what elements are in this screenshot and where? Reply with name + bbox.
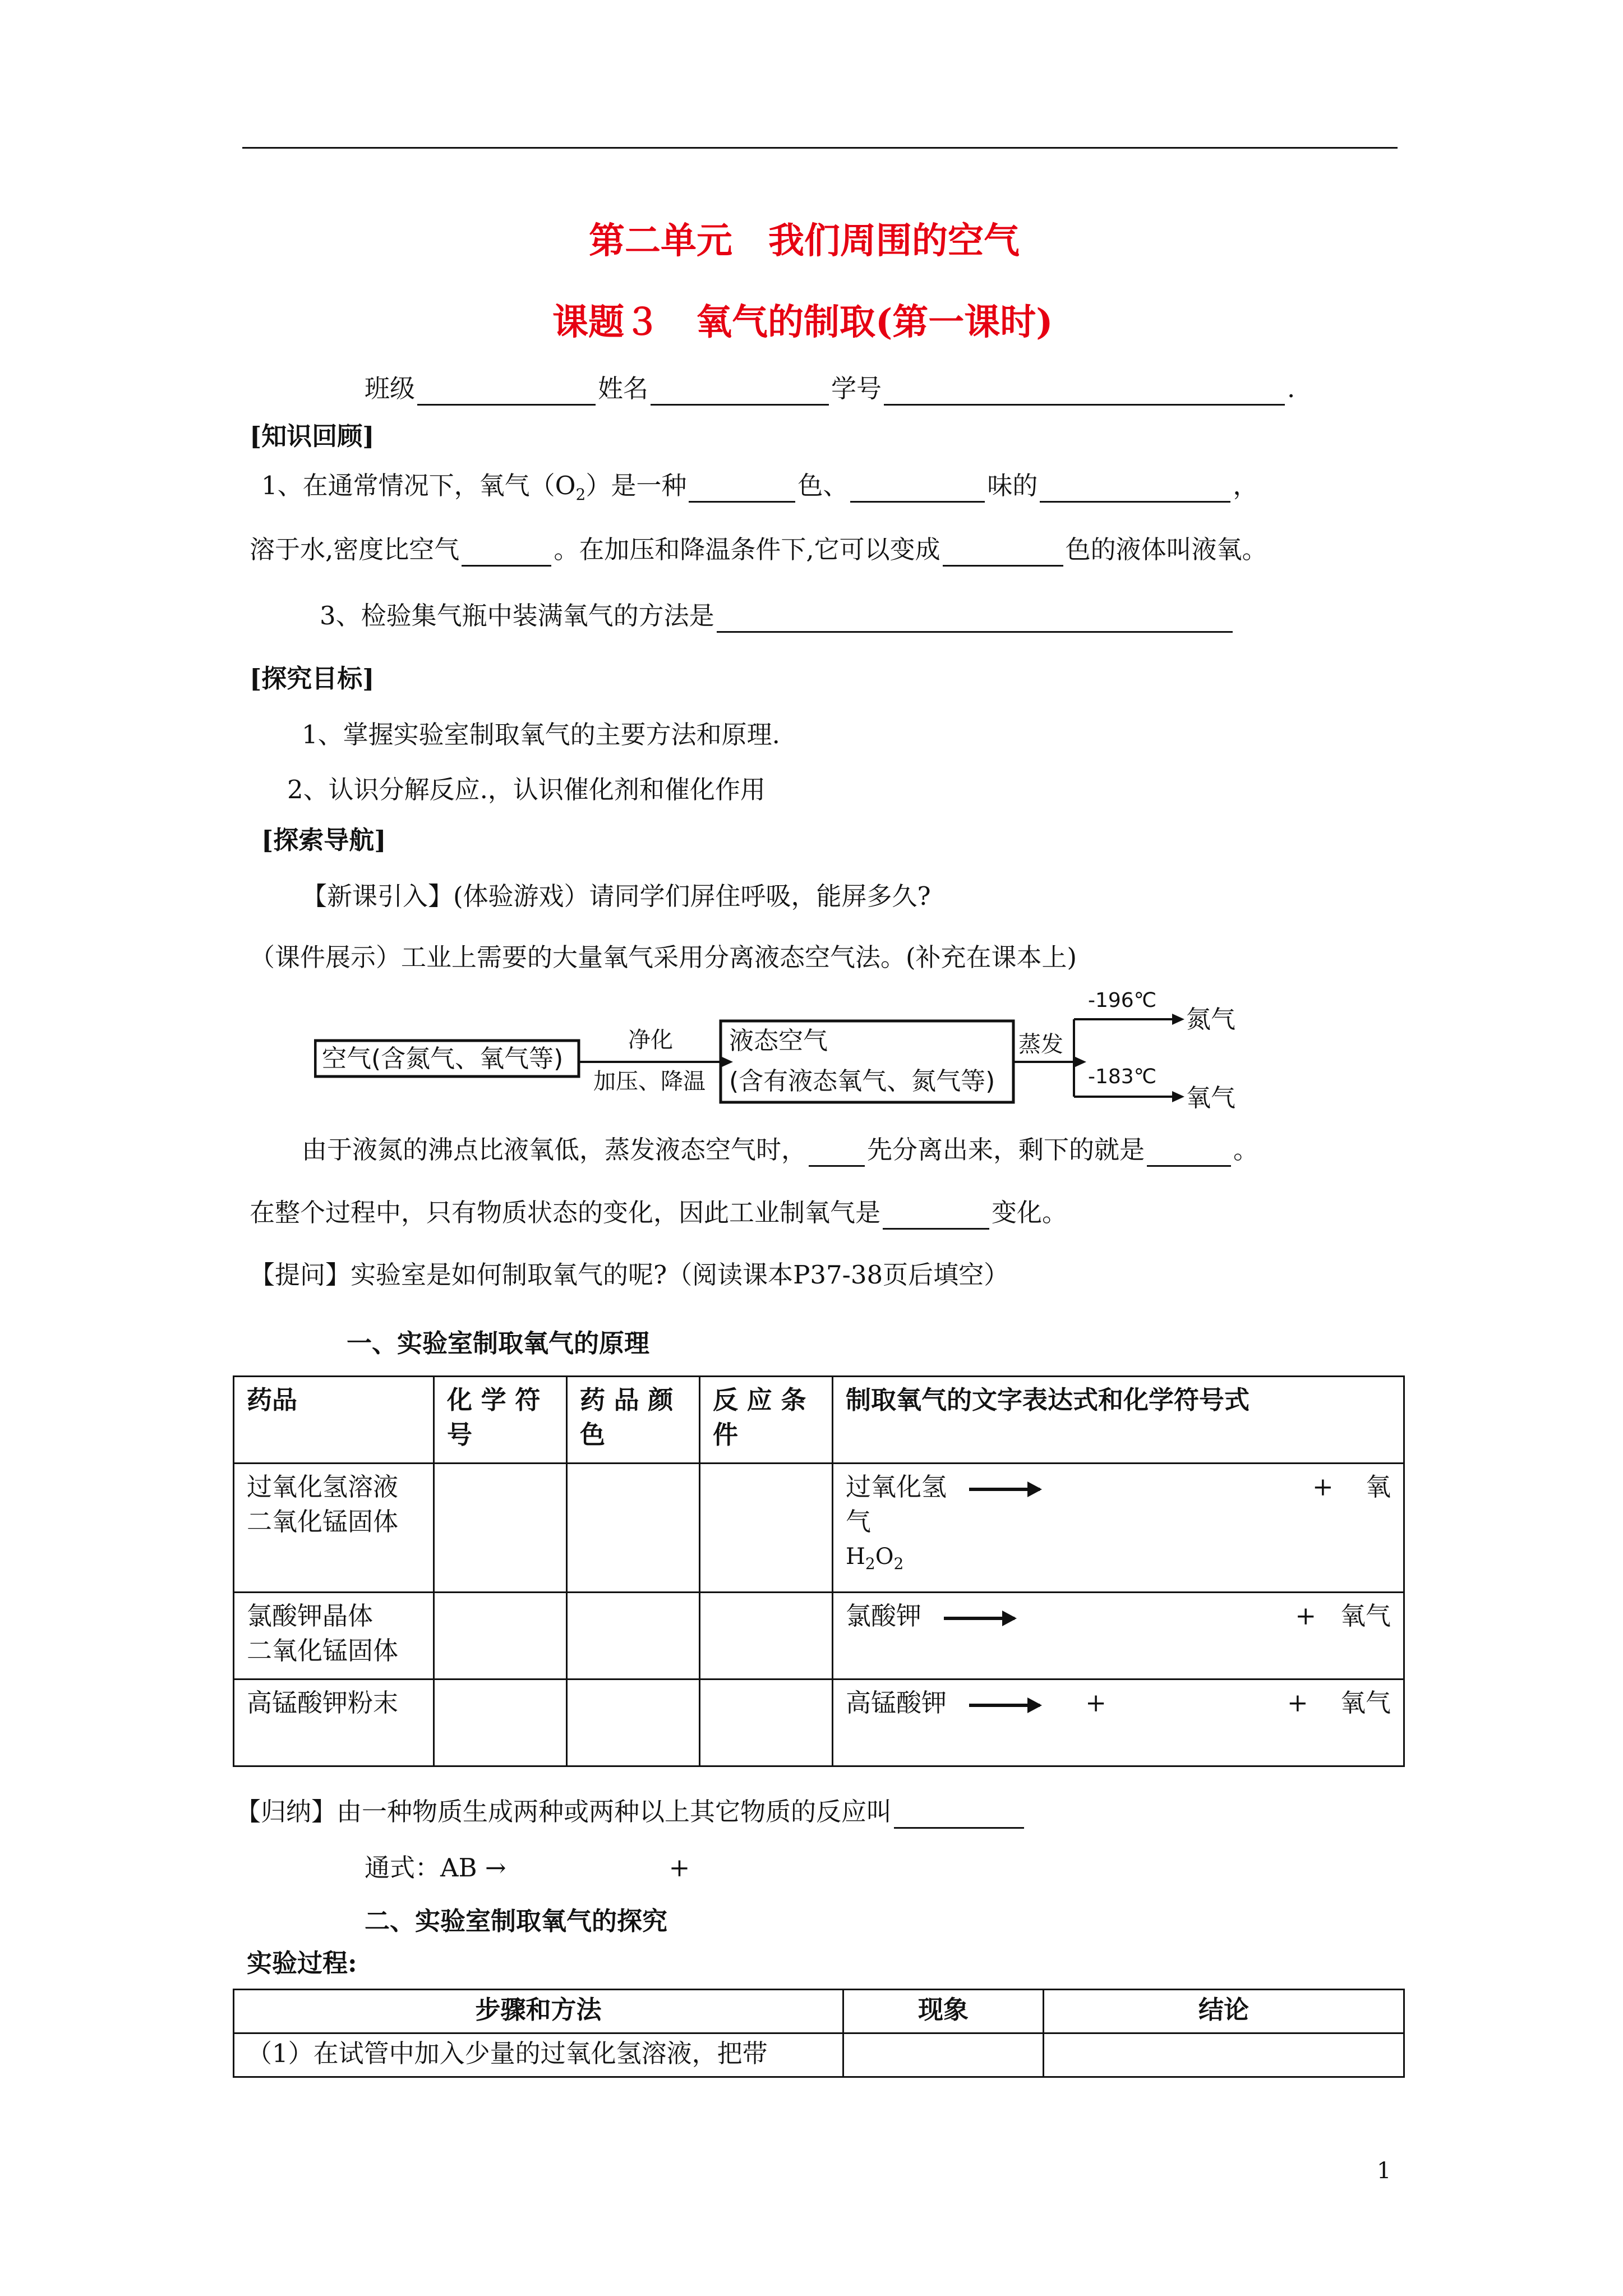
goal-item-1: 1、掌握实验室制取氧气的主要方法和原理. [302, 720, 780, 749]
symbol-cell[interactable] [434, 1464, 567, 1593]
table-row [234, 1593, 1404, 1680]
general-formula: 通式：AB → + [365, 1853, 690, 1883]
color-cell[interactable] [567, 1680, 700, 1766]
change-type-blank[interactable] [883, 1203, 989, 1230]
remaining-blank[interactable] [1147, 1140, 1231, 1167]
temp-196: -196℃ [1088, 989, 1157, 1012]
state-blank[interactable] [1040, 476, 1230, 503]
guide-question: 【提问】实验室是如何制取氧气的呢?（阅读课本P37-38页后填空） [250, 1260, 1009, 1290]
equation-cell[interactable]: 高锰酸钾 + + 氧气 [833, 1680, 1404, 1766]
section1-title: 一、实验室制取氧气的原理 [347, 1328, 650, 1358]
unit-title: 第二单元 我们周围的空气 [589, 220, 1020, 262]
lesson-title: 课题３ 氧气的制取(第一课时) [552, 301, 1053, 343]
header-rule [242, 147, 1398, 149]
density-blank[interactable] [462, 540, 551, 567]
col-conclusion: 结论 [1044, 1990, 1404, 2033]
guide-display: （课件展示）工业上需要的大量氧气采用分离液态空气法。(补充在课本上) [250, 942, 1077, 972]
arrow-icon [944, 1617, 1015, 1620]
col-reagent: 药品 [234, 1377, 434, 1464]
symbol-cell[interactable] [434, 1680, 567, 1766]
liquid-color-blank[interactable] [943, 540, 1063, 567]
purify-label: 净化 [628, 1027, 673, 1053]
evaporate-label: 蒸发 [1018, 1032, 1063, 1057]
liquid-air-line2: (含有液态氧气、氮气等) [729, 1067, 995, 1096]
reaction-type-blank[interactable] [894, 1802, 1024, 1829]
guide-heading: [探索导航] [261, 825, 386, 855]
experiment-table [233, 1989, 1405, 2078]
class-label: 班级 [365, 374, 416, 403]
guide-para1: 由于液氮的沸点比液氧低，蒸发液态空气时， 先分离出来，剩下的就是 。 [302, 1133, 1258, 1167]
page-number: 1 [1377, 2158, 1391, 2184]
reagent-cell: 过氧化氢溶液 二氧化锰固体 [234, 1464, 434, 1593]
principle-table [233, 1375, 1405, 1767]
name-label: 姓名 [598, 374, 649, 403]
symbol-cell[interactable] [434, 1593, 567, 1680]
col-symbol: 化 学 符号 [434, 1377, 567, 1464]
reagent-cell: 氯酸钾晶体 二氧化锰固体 [234, 1593, 434, 1680]
pressure-cool-label: 加压、降温 [593, 1069, 706, 1094]
info-end: . [1287, 374, 1295, 403]
oxygen-product: 氧气 [1186, 1084, 1235, 1112]
separation-diagram [314, 987, 1245, 1111]
formula-arrow-icon: → [485, 1853, 506, 1883]
section1-summary: 【归纳】由一种物质生成两种或两种以上其它物质的反应叫 [236, 1795, 1026, 1829]
test-method-blank[interactable] [717, 606, 1233, 633]
color-cell[interactable] [567, 1464, 700, 1593]
first-separated-blank[interactable] [809, 1140, 865, 1167]
table-row [234, 1680, 1404, 1766]
guide-para2: 在整个过程中，只有物质状态的变化，因此工业制氧气是 变化。 [250, 1196, 1067, 1230]
col-steps: 步骤和方法 [234, 1990, 843, 2033]
section2-title: 二、实验室制取氧气的探究 [365, 1906, 668, 1936]
equation-cell[interactable]: 过氧化氢 + 氧 气 $H_2O_2$ [833, 1464, 1404, 1593]
smell-blank[interactable] [850, 476, 985, 503]
phenomenon-cell[interactable] [843, 2033, 1044, 2077]
col-color: 药 品 颜色 [567, 1377, 700, 1464]
goals-heading: [探究目标] [250, 664, 375, 693]
col-phenomenon: 现象 [843, 1990, 1044, 2033]
condition-cell[interactable] [700, 1680, 833, 1766]
number-label: 学号 [831, 374, 882, 403]
liquid-air-line1: 液态空气 [729, 1027, 828, 1055]
table-row [234, 1464, 1404, 1593]
name-field[interactable] [651, 379, 829, 406]
equation-cell[interactable]: 氯酸钾 + 氧气 [833, 1593, 1404, 1680]
col-condition: 反 应 条件 [700, 1377, 833, 1464]
step-cell: （1）在试管中加入少量的过氧化氢溶液，把带 [234, 2033, 843, 2077]
review-q1-line2: 溶于水,密度比空气 。在加压和降温条件下,它可以变成 色的液体叫液氧。 [250, 533, 1267, 567]
reagent-cell: 高锰酸钾粉末 [234, 1680, 434, 1766]
student-info [365, 372, 1295, 406]
arrow-icon [969, 1488, 1040, 1491]
guide-intro: 【新课引入】(体验游戏）请同学们屏住呼吸，能屏多久? [302, 881, 931, 911]
condition-cell[interactable] [700, 1593, 833, 1680]
process-label: 实验过程: [247, 1948, 357, 1978]
air-box-label: 空气(含氮气、氧气等) [322, 1045, 564, 1073]
review-q3: 3、检验集气瓶中装满氧气的方法是 [320, 599, 1235, 633]
color-cell[interactable] [567, 1593, 700, 1680]
condition-cell[interactable] [700, 1464, 833, 1593]
temp-183: -183℃ [1088, 1065, 1157, 1088]
review-heading: [知识回顾] [250, 421, 375, 451]
col-equation: 制取氧气的文字表达式和化学符号式 [833, 1377, 1404, 1464]
nitrogen-product: 氮气 [1186, 1005, 1235, 1034]
number-field[interactable] [884, 379, 1285, 406]
table-row [234, 2033, 1404, 2077]
color-blank[interactable] [689, 476, 795, 503]
class-field[interactable] [417, 379, 596, 406]
arrow-icon [969, 1704, 1040, 1707]
review-q1-line1: 1、在通常情况下，氧气$(O_2)$是一种 色、 味的 ， [261, 471, 1258, 504]
conclusion-cell[interactable] [1044, 2033, 1404, 2077]
goal-item-2: 2、认识分解反应.，认识催化剂和催化作用 [287, 775, 766, 804]
